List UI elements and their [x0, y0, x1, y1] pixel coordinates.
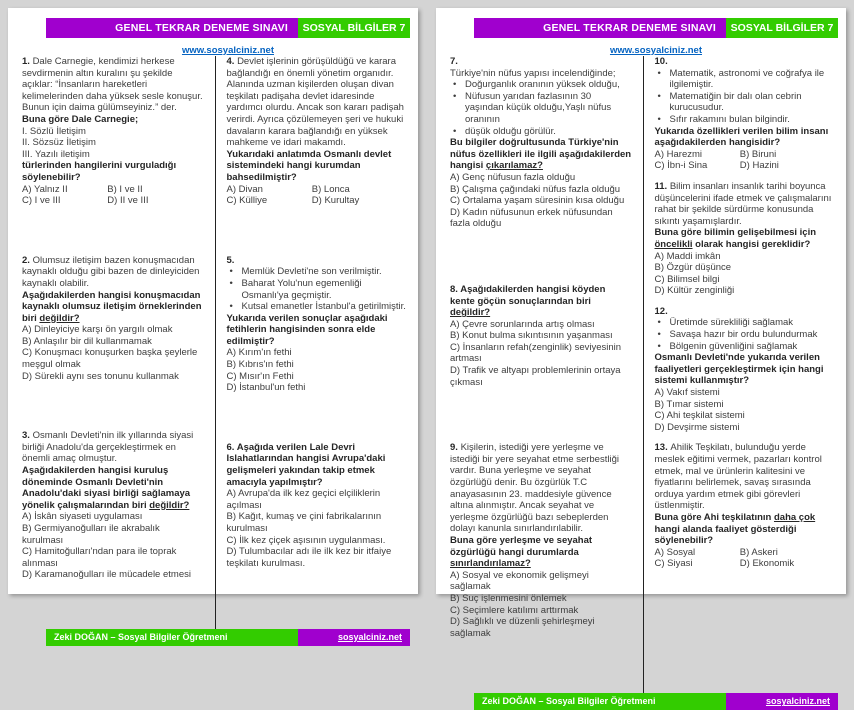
answer-option: C) I ve III — [22, 195, 61, 207]
text-run: Aşağıdakilerden hangisi kuruluş döneminde Osmanlı Devleti'nin Anadolu'daki siyasi birliği sağlamaya yönelik çalışmalarından biri — [22, 465, 191, 511]
answer-option: B) Askeri — [739, 546, 778, 558]
bullet-text: Sıfır rakamını bulan bilgindir. — [669, 113, 790, 125]
answer-option: C) Ahi teşkilat sistemi — [654, 410, 745, 422]
text-run: Devlet işlerinin görüşüldüğü ve karara bağlandığı en önemli yönetim organıdır. Alanında uzman kişilerden oluşan divan teşkilatı padişaha devlet idaresinde yardımcı olurdu. Ancak son kararı padişah verirdi. Ayrıca çözülemeyen şeri ve hukuki davaların karara bağlandığı en yüksek mahkeme ve idari makamdı. — [226, 56, 404, 149]
text-run: Buna göre Ahi teşkilatının — [654, 511, 774, 523]
question-3 — [22, 430, 204, 581]
answer-option: A) Kırım'ın fethi — [226, 347, 292, 359]
question-text — [655, 56, 837, 68]
text-run: Bu bilgiler doğrultusunda Türkiye'nin nüfus özellikleri ile ilgili aşağıdakilerden hangisi — [450, 137, 632, 172]
answer-option: B) Tımar sistemi — [654, 398, 724, 410]
question-text — [655, 352, 837, 387]
bullet-text: Matematiğin bir dalı olan cebrin kurucusudur. — [669, 90, 802, 114]
bullet-icon: • — [453, 79, 457, 91]
text-run: I. Sözlü İletişim — [22, 125, 86, 137]
text-run: türlerinden hangilerini vurguladığı söylenebilir? — [22, 160, 177, 183]
options-group — [227, 184, 409, 207]
answer-option: B) Kıbrıs'ın fethi — [226, 359, 294, 371]
answer-option: D) Sağlıklı ve düzenli şehirleşmeyi sağlamak — [450, 616, 595, 639]
underlined-keyword: sınırlandırılamaz? — [450, 558, 531, 570]
bullet-icon: • — [657, 113, 661, 125]
answer-option: D) Tulumbacılar adı ile ilk kez bir itfaiye teşkilatı kurulması. — [226, 546, 392, 569]
question-text — [22, 126, 204, 138]
question-text — [450, 442, 632, 535]
author-name: Zeki DOĞAN – Sosyal Bilgiler Öğretmeni — [46, 629, 298, 646]
question-10 — [655, 56, 837, 172]
answer-option: C) Bilimsel bilgi — [654, 273, 720, 285]
page-footer-bar — [46, 629, 410, 646]
text-run: 1. — [22, 56, 33, 67]
bullet-item — [655, 68, 837, 91]
text-run: Aşağıdakilerden hangisi konuşmacıdan kaynaklı olumsuz iletişim örneklerinden biri — [22, 289, 202, 324]
text-run: 10. — [654, 56, 668, 67]
options-group — [450, 570, 632, 640]
text-run: 5. — [226, 254, 235, 266]
text-run: III. Yazılı iletişim — [22, 148, 90, 160]
bullet-icon: • — [453, 90, 457, 102]
question-text — [655, 512, 837, 547]
question-text — [450, 68, 632, 80]
bullet-item — [227, 278, 409, 301]
question-text — [22, 430, 204, 465]
options-group — [227, 488, 409, 569]
question-7 — [450, 56, 632, 230]
answer-option: A) Harezmi — [654, 148, 703, 160]
text-run: 8. Aşağıdakilerden hangisi köyden kente göçün sonuçlarından biri — [450, 283, 606, 307]
site-url-link[interactable]: www.sosyalciniz.net — [181, 45, 275, 56]
bullet-text: Savaşa hazır bir ordu bulundurmak — [669, 329, 818, 341]
text-run: II. Sözsüz İletişim — [22, 137, 96, 149]
underlined-keyword: değildir? — [39, 312, 80, 324]
answer-option: C) Külliye — [226, 195, 268, 207]
text-run: Buna göre yerleşme ve seyahat özgürlüğü hangi durumlarda — [450, 535, 593, 558]
question-text — [227, 255, 409, 267]
answer-option: A) Avrupa'da ilk kez geçici elçiliklerin açılması — [226, 488, 381, 511]
page-body — [8, 53, 418, 629]
text-run: Buna göre Dale Carnegie; — [22, 113, 139, 125]
answer-option: A) Divan — [226, 183, 263, 195]
answer-option: B) Çalışma çağındaki nüfus fazla olduğu — [450, 183, 621, 195]
page-header-bar — [474, 18, 838, 38]
underlined-keyword: daha çok — [773, 511, 816, 523]
questions-column — [22, 56, 215, 629]
answer-option: C) Seçimlere katılımı arttırmak — [450, 604, 579, 616]
question-6 — [227, 442, 409, 570]
answer-option: D) Sürekli aynı ses tonunu kullanmak — [22, 370, 179, 382]
answer-option: B) Suç işlenmesini önlemek — [450, 592, 567, 604]
url-row — [436, 38, 846, 56]
answer-option: A) Genç nüfusun fazla olduğu — [450, 171, 576, 183]
answer-option: C) Konuşmacı konuşurken başka şeylerle meşgul olmak — [22, 347, 198, 371]
answer-option: B) Anlaşılır bir dil kullanmamak — [22, 335, 152, 347]
options-group — [227, 347, 409, 393]
question-text — [655, 227, 837, 250]
text-run: 12. — [654, 305, 668, 317]
questions-column — [644, 56, 837, 693]
underlined-keyword: değildir? — [149, 499, 190, 511]
answer-option: C) Siyasi — [654, 558, 693, 570]
answer-option: B) Biruni — [739, 148, 777, 160]
question-12 — [655, 306, 837, 434]
question-text — [227, 149, 409, 184]
answer-option: C) Hamitoğulları'ndan para ile toprak alınması — [22, 546, 177, 569]
text-run: Dale Carnegie, kendimizi herkese sevdirmenin altın kuralını şu şekilde açıklar: “İnsanların hareketleri kelimelerinden daha yüksek sesle konuşur. Bunun için daima gülümseyiniz.” der. — [22, 56, 203, 114]
answer-option: A) Çevre sorunlarında artış olması — [450, 318, 595, 330]
answer-option: D) Ekonomik — [739, 558, 795, 570]
options-group — [22, 324, 204, 382]
answer-option: D) Kültür zenginliği — [654, 285, 735, 297]
answer-option: C) İbn-i Sina — [654, 160, 708, 172]
options-group — [655, 547, 837, 570]
question-text — [22, 149, 204, 161]
answer-option: D) Karamanoğulları ile mücadele etmesi — [22, 569, 191, 581]
text-run: 2. — [22, 254, 33, 266]
text-run: Yukarıda verilen sonuçlar aşağıdaki fetihlerin hangisinden sonra elde edilmiştir? — [226, 312, 388, 347]
text-run: 6. Aşağıda verilen Lale Devri Islahatlarından hangisi Avrupa'daki gelişmeleri yakından takip etmek amacıyla yapılmıştır? — [226, 441, 386, 488]
question-13 — [655, 442, 837, 570]
question-text — [655, 306, 837, 318]
text-run: hangi alanda faaliyet gösterdiği söylenebilir? — [654, 523, 797, 547]
bullet-item — [227, 266, 409, 278]
url-row — [8, 38, 418, 56]
subject-badge: SOSYAL BİLGİLER 7 — [726, 18, 838, 38]
page-1 — [8, 8, 418, 642]
text-run: olarak hangisi gereklidir? — [692, 238, 811, 250]
options-group — [22, 184, 204, 207]
options-group — [655, 387, 837, 433]
bullet-icon: • — [657, 90, 661, 102]
options-group — [655, 251, 837, 297]
answer-option: C) İnsanların refah(zenginlik) seviyesinin artması — [450, 341, 622, 365]
text-run: Osmanlı Devleti'nin ilk yıllarında siyasi birliği Anadolu'da gerçekleştirmek en önemli amaç olmuştur. — [22, 430, 194, 465]
question-4 — [227, 56, 409, 207]
question-text — [22, 137, 204, 149]
bullet-icon: • — [229, 301, 233, 313]
bullet-icon: • — [229, 277, 233, 289]
question-text — [655, 181, 837, 227]
text-run: 3. — [22, 430, 33, 442]
question-text — [450, 284, 632, 319]
page-2 — [436, 8, 846, 707]
bullet-item — [450, 79, 632, 91]
site-url-link[interactable]: www.sosyalciniz.net — [609, 45, 703, 56]
bullet-text: düşük olduğu görülür. — [465, 125, 556, 137]
text-run: Bilim insanları insanlık tarihi boyunca düşüncelerini ifade etmek ve çalışmalarını rahat bir şekilde sürdürme konusunda sıkıntı yaşamışlardır. — [654, 180, 832, 227]
answer-option: D) Kadın nüfusunun erkek nüfusundan fazla olduğu — [450, 206, 613, 230]
question-text — [450, 535, 632, 570]
text-run: 7. — [450, 56, 458, 67]
question-text — [450, 56, 632, 68]
bullet-text: Nüfusun yarıdan fazlasının 30 yaşından küçük olduğu,Yaşlı nüfus oranının — [465, 90, 612, 125]
text-run: Osmanlı Devleti'nde yukarıda verilen faaliyetleri gerçekleştirmek için hangi sistemi kullanmıştır? — [654, 352, 824, 387]
author-name: Zeki DOĞAN – Sosyal Bilgiler Öğretmeni — [474, 693, 726, 710]
page-body — [436, 53, 846, 693]
questions-column — [216, 56, 409, 629]
question-8 — [450, 284, 632, 388]
question-text — [450, 137, 632, 172]
bullet-text: Memlük Devleti'ne son verilmiştir. — [241, 266, 382, 278]
answer-option: B) Germiyanoğulları ile akrabalık kurulması — [22, 523, 160, 546]
text-run: 13. — [654, 442, 671, 454]
text-run: Ahilik Teşkilatı, bulunduğu yerde meslek eğitimi vermek, pazarları kontrol etmek, mal ve ürünlerin kalitesini ve fiyatlarını belirlemek, savaş sırasında orduya yardım etmek gibi görevleri üstlenmiştir. — [654, 442, 822, 512]
answer-option: D) Trafik ve altyapı problemlerinin ortaya çıkması — [450, 365, 621, 388]
question-text — [655, 126, 837, 149]
text-run: Türkiye'nin nüfus yapısı incelendiğinde; — [450, 67, 616, 79]
answer-option: D) İstanbul'un fethi — [226, 382, 306, 394]
page-header-bar — [46, 18, 410, 38]
question-2 — [22, 255, 204, 383]
question-text — [655, 442, 837, 512]
bullet-item — [655, 341, 837, 353]
bullet-icon: • — [657, 67, 661, 79]
bullet-item — [450, 91, 632, 126]
answer-option: B) Özgür düşünce — [654, 262, 732, 274]
answer-option: A) Vakıf sistemi — [654, 387, 720, 399]
page-footer-bar — [474, 693, 838, 710]
answer-option: B) Konut bulma sıkıntısının yaşanması — [450, 330, 613, 342]
question-text — [22, 255, 204, 290]
bullet-icon: • — [229, 266, 233, 278]
answer-option: B) Kağıt, kumaş ve çini fabrikalarının kurulması — [226, 511, 382, 534]
answer-option: C) İlk kez çiçek aşısının uygulanması. — [226, 534, 386, 546]
text-run: Kişilerin, istediği yere yerleşme ve istediği bir yere seyahat etme serbestliği vardır. Buna yerleşme ve seyahat özgürlüğü denir. Bu özgürlük T.C anayasasının 23. maddesiyle güvence altına alınmıştır. Ancak seyahat ve yerleşme özgürlüğü bazı sebeplerden dolayı kanunla sınırlandırılabilir. — [450, 442, 619, 535]
text-run: Olumsuz iletişim bazen konuşmacıdan kaynaklı olduğu gibi bazen de dinleyiciden kaynaklı olabilir. — [22, 254, 200, 289]
options-group — [450, 319, 632, 389]
text-run: Buna göre bilimin gelişebilmesi için — [654, 227, 817, 239]
options-group — [22, 511, 204, 581]
answer-option: D) II ve III — [107, 195, 149, 207]
bullet-item — [655, 317, 837, 329]
question-text — [22, 290, 204, 325]
question-text — [22, 160, 204, 183]
answer-option: A) Sosyal ve ekonomik gelişmeyi sağlamak — [450, 569, 589, 593]
bullet-item — [227, 301, 409, 313]
answer-option: D) Devşirme sistemi — [654, 421, 740, 433]
text-run: 11. — [654, 180, 670, 192]
bullet-text: Bölgenin güvenliğini sağlamak — [669, 340, 798, 352]
underlined-keyword: değildir? — [450, 307, 491, 319]
answer-option: A) Yalnız II — [22, 183, 68, 195]
exam-title: GENEL TEKRAR DENEME SINAVI — [115, 22, 288, 34]
question-text — [22, 114, 204, 126]
bullet-text: Baharat Yolu'nun egemenliği Osmanlı'ya geçmiştir. — [241, 277, 362, 301]
bullet-item — [655, 329, 837, 341]
question-text — [227, 442, 409, 488]
answer-option: B) I ve II — [107, 183, 143, 195]
bullet-item — [655, 114, 837, 126]
subject-badge: SOSYAL BİLGİLER 7 — [298, 18, 410, 38]
text-run: Yukarıda özellikleri verilen bilim insanı aşağıdakilerden hangisidir? — [654, 125, 829, 149]
question-text — [22, 465, 204, 511]
text-run: 4. — [226, 56, 238, 67]
question-text — [227, 313, 409, 348]
bullet-item — [450, 126, 632, 138]
bullet-text: Kutsal emanetler İstanbul'a getirilmiştir. — [241, 301, 406, 313]
bullet-item — [655, 91, 837, 114]
text-run: 9. — [450, 442, 461, 454]
question-11 — [655, 181, 837, 297]
answer-option: A) Maddi imkân — [654, 250, 721, 262]
bullet-text: Matematik, astronomi ve coğrafya ile ilgilemiştir. — [669, 67, 825, 91]
answer-option: A) Dinleyiciye karşı ön yargılı olmak — [22, 324, 173, 336]
bullet-icon: • — [657, 317, 661, 329]
questions-column — [450, 56, 643, 693]
answer-option: D) Hazini — [739, 160, 779, 172]
footer-site-link[interactable]: sosyalciniz.net — [298, 629, 410, 646]
bullet-icon: • — [453, 125, 457, 137]
question-1 — [22, 56, 204, 207]
question-9 — [450, 442, 632, 639]
underlined-keyword: öncelikli — [654, 238, 693, 250]
answer-option: A) Sosyal — [654, 546, 696, 558]
bullet-text: Doğurganlık oranının yüksek olduğu, — [465, 79, 620, 91]
answer-option: C) Mısır'ın Fethi — [226, 370, 294, 382]
answer-option: D) Kurultay — [311, 195, 360, 207]
exam-title: GENEL TEKRAR DENEME SINAVI — [543, 22, 716, 34]
question-text — [22, 56, 204, 114]
question-text — [227, 56, 409, 149]
answer-option: A) İskân siyaseti uygulaması — [22, 511, 143, 523]
footer-site-link[interactable]: sosyalciniz.net — [726, 693, 838, 710]
answer-option: B) Lonca — [311, 183, 350, 195]
options-group — [655, 149, 837, 172]
bullet-icon: • — [657, 329, 661, 341]
underlined-keyword: çıkarılamaz? — [485, 160, 543, 172]
bullet-icon: • — [657, 340, 661, 352]
bullet-text: Üretimde sürekliliği sağlamak — [669, 317, 794, 329]
options-group — [450, 172, 632, 230]
question-5 — [227, 255, 409, 394]
text-run: Yukarıdaki anlatımda Osmanlı devlet sistemindeki hangi kurumdan bahsedilmiştir? — [226, 148, 392, 183]
answer-option: C) Ortalama yaşam süresinin kısa olduğu — [450, 195, 625, 207]
